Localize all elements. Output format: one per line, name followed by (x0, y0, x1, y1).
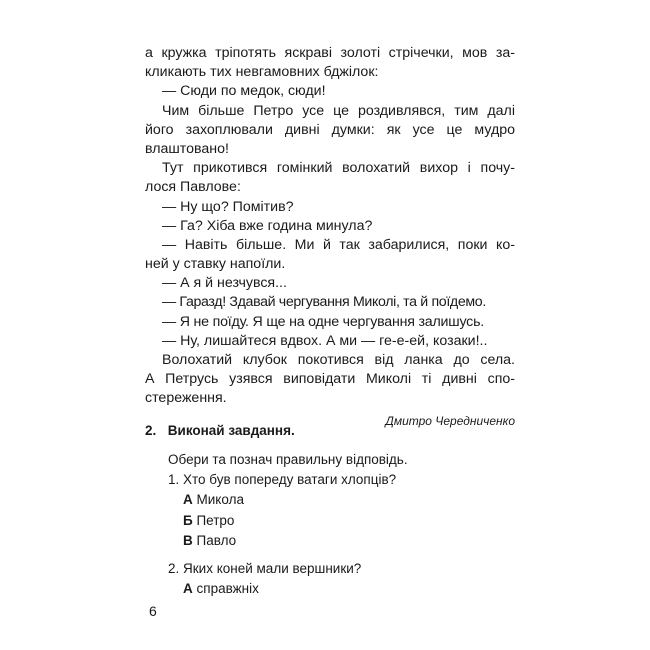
story-line: — Га? Хіба вже година минула? (162, 217, 373, 234)
story-line: — Ну що? Помітив? (162, 198, 294, 215)
story-line: кликають тих невгамовних бджілок: (145, 64, 379, 81)
option-letter: В (183, 532, 193, 548)
option-letter: А (183, 492, 193, 508)
story-line: — Ну, лишайтеся вдвох. А ми — ге-е-ей, козаки!.. (162, 332, 488, 349)
story-text (145, 44, 515, 431)
story-line: його захоплювали дивні думки: як усе це мудро (145, 121, 515, 138)
story-line: — Гаразд! Здавай чергування Миколі, та й поїдемо. (162, 294, 486, 311)
answer-option[interactable] (145, 579, 408, 599)
story-line: — Навіть більше. Ми й так забарилися, поки ко- (162, 236, 515, 253)
story-line: ней у ставку напоїли. (145, 256, 286, 273)
story-line: — Я не поїду. Я ще на одне чергування залишусь. (162, 313, 485, 330)
story-line: а кружка тріпотять яскраві золоті стрічечки, мов за- (145, 45, 515, 61)
page-number: 6 (149, 603, 157, 619)
answer-option[interactable] (145, 490, 408, 510)
story-line: стереження. (145, 390, 227, 407)
option-text: Павло (196, 532, 237, 548)
author-name: Дмитро Чередниченко (385, 413, 515, 428)
task-number: 2. (145, 423, 157, 438)
story-line: Волохатий клубок покотився від ланка до села. (162, 352, 515, 368)
story-line: — А я й незчувся... (162, 275, 287, 292)
story-line: А Петрусь узявся виповідати Миколі ті дивні спо- (145, 371, 515, 388)
task-heading (145, 421, 408, 441)
story-line: Тут прикотився гомінкий волохатий вихор і почу- (162, 160, 515, 177)
story-line: лося Павлове: (145, 179, 241, 196)
option-text: справжніх (196, 581, 259, 597)
question-1: 1. Хто був попереду ватаги хлопців? (168, 472, 397, 488)
question-2: 2. Яких коней мали вершники? (168, 560, 362, 576)
option-letter: А (183, 581, 193, 597)
task-title: Виконай завдання. (167, 423, 295, 438)
story-line: — Сюди по медок, сюди! (162, 83, 326, 100)
task-instruction: Обери та познач правильну відповідь. (168, 452, 408, 467)
option-text: Микола (196, 492, 244, 508)
story-line: влаштовано! (145, 140, 229, 157)
story-line: Чим більше Петро усе це роздивлявся, тим далі (162, 102, 515, 119)
answer-option[interactable] (145, 531, 408, 551)
answer-option[interactable] (145, 511, 408, 531)
option-letter: Б (183, 512, 193, 528)
option-text: Петро (196, 512, 235, 528)
task-section (145, 421, 408, 599)
